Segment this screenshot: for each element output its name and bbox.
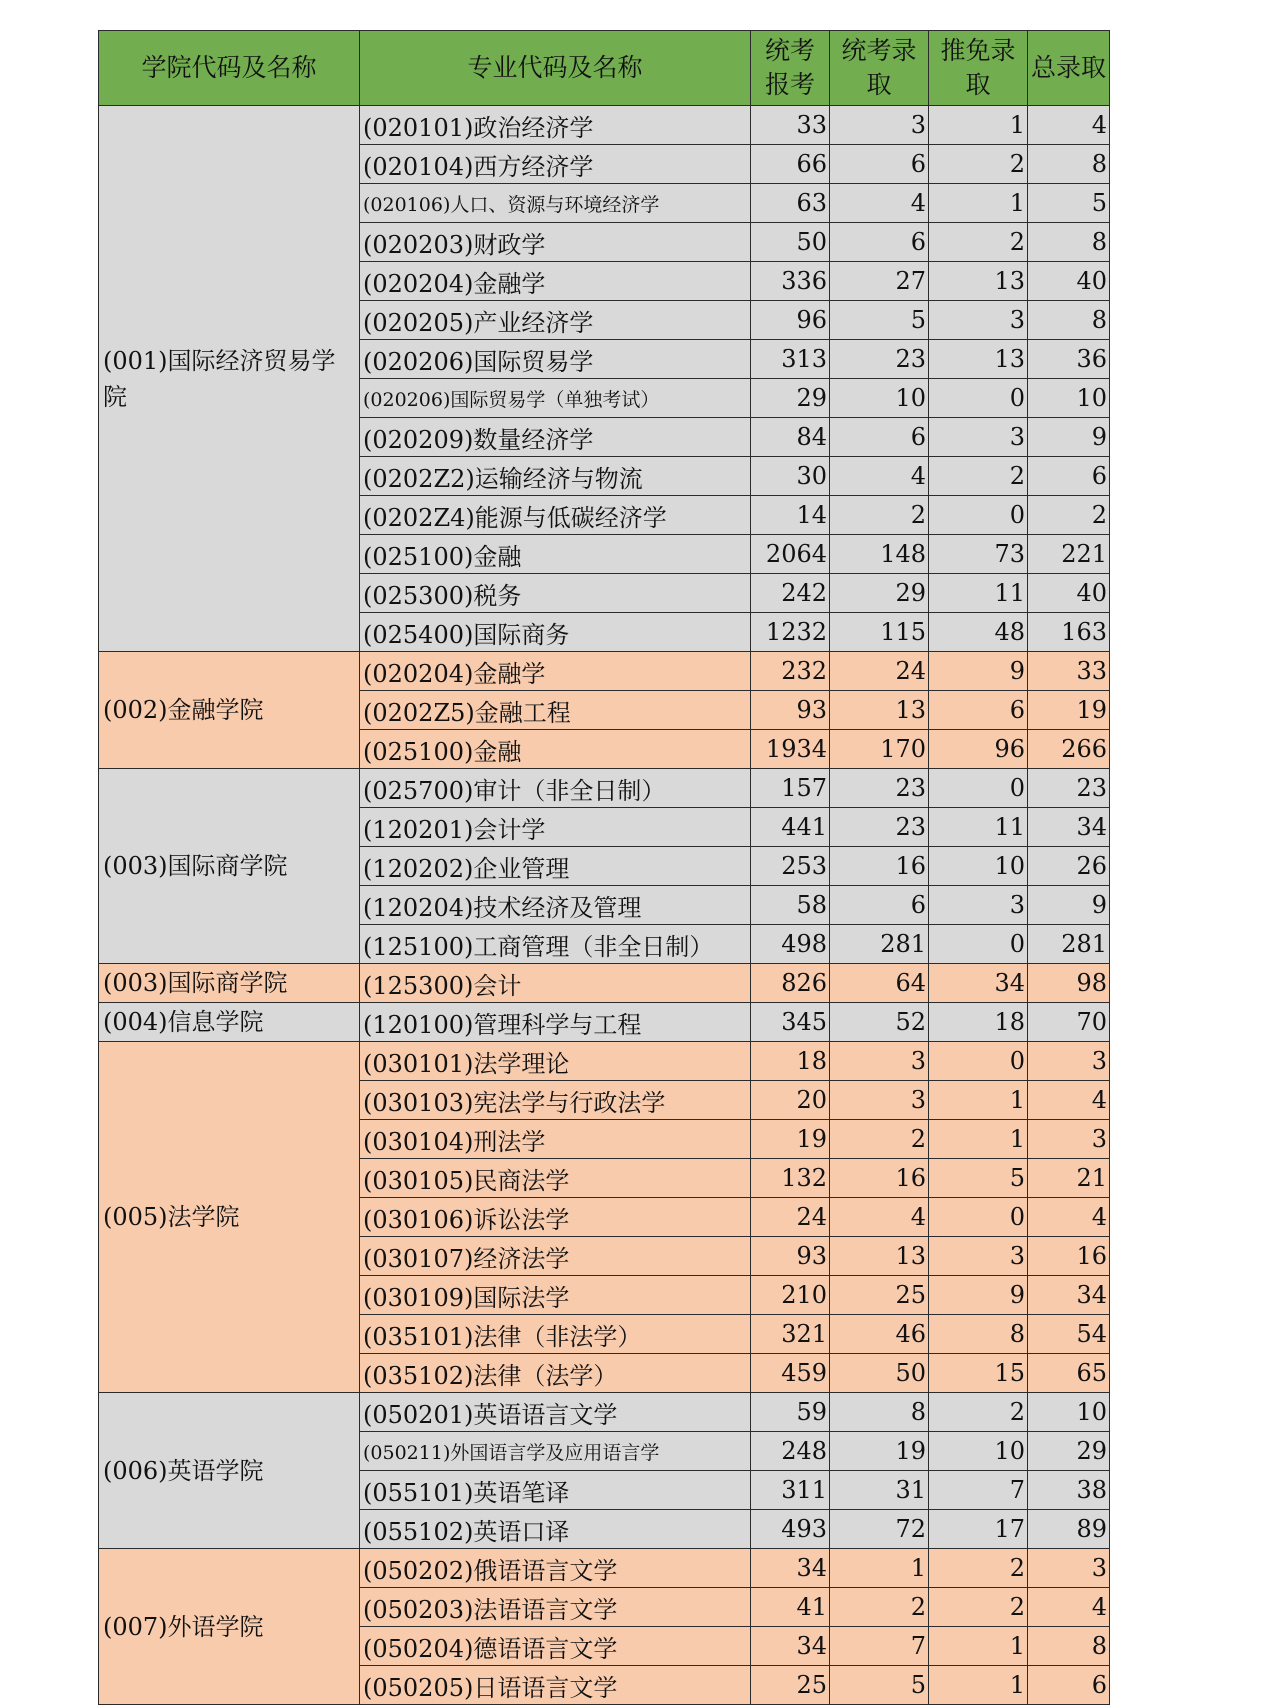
admitted-total-cell: 6 [1028, 457, 1110, 496]
admitted-exam-cell: 115 [830, 613, 929, 652]
admitted-exam-cell: 23 [830, 769, 929, 808]
admitted-total-cell: 10 [1028, 1393, 1110, 1432]
header-admitted-recommend: 推免录取 [929, 31, 1028, 106]
admitted-recommend-cell: 2 [929, 457, 1028, 496]
admitted-exam-cell: 16 [830, 1159, 929, 1198]
admitted-total-cell: 89 [1028, 1510, 1110, 1549]
admitted-total-cell: 26 [1028, 847, 1110, 886]
admitted-total-cell: 19 [1028, 691, 1110, 730]
admitted-exam-cell: 27 [830, 262, 929, 301]
admitted-total-cell: 8 [1028, 301, 1110, 340]
admitted-total-cell: 4 [1028, 1588, 1110, 1627]
admitted-exam-cell: 6 [830, 886, 929, 925]
table-row [99, 769, 1110, 808]
applicants-cell: 18 [751, 1042, 830, 1081]
admitted-exam-cell: 7 [830, 1627, 929, 1666]
major-cell: (050201)英语语言文学 [360, 1393, 751, 1432]
admitted-exam-cell: 52 [830, 1003, 929, 1042]
major-cell: (035102)法律（法学） [360, 1354, 751, 1393]
major-cell: (050211)外国语言学及应用语言学 [360, 1432, 751, 1471]
admitted-total-cell: 70 [1028, 1003, 1110, 1042]
applicants-cell: 58 [751, 886, 830, 925]
admitted-total-cell: 3 [1028, 1042, 1110, 1081]
table-row [99, 1042, 1110, 1081]
admitted-total-cell: 21 [1028, 1159, 1110, 1198]
major-cell: (025400)国际商务 [360, 613, 751, 652]
admitted-recommend-cell: 8 [929, 1315, 1028, 1354]
admitted-total-cell: 3 [1028, 1120, 1110, 1159]
admitted-total-cell: 4 [1028, 1081, 1110, 1120]
admitted-recommend-cell: 0 [929, 496, 1028, 535]
admitted-exam-cell: 170 [830, 730, 929, 769]
admitted-recommend-cell: 2 [929, 1549, 1028, 1588]
admitted-total-cell: 2 [1028, 496, 1110, 535]
admitted-total-cell: 16 [1028, 1237, 1110, 1276]
major-cell: (125100)工商管理（非全日制） [360, 925, 751, 964]
major-cell: (050204)德语语言文学 [360, 1627, 751, 1666]
admitted-recommend-cell: 2 [929, 145, 1028, 184]
admitted-recommend-cell: 18 [929, 1003, 1028, 1042]
applicants-cell: 1232 [751, 613, 830, 652]
major-cell: (0202Z2)运输经济与物流 [360, 457, 751, 496]
applicants-cell: 345 [751, 1003, 830, 1042]
admitted-recommend-cell: 3 [929, 418, 1028, 457]
applicants-cell: 34 [751, 1549, 830, 1588]
applicants-cell: 441 [751, 808, 830, 847]
admitted-recommend-cell: 1 [929, 1081, 1028, 1120]
applicants-cell: 336 [751, 262, 830, 301]
admitted-exam-cell: 4 [830, 1198, 929, 1237]
admitted-exam-cell: 31 [830, 1471, 929, 1510]
major-cell: (125300)会计 [360, 964, 751, 1003]
admitted-total-cell: 8 [1028, 223, 1110, 262]
admitted-exam-cell: 64 [830, 964, 929, 1003]
major-cell: (055101)英语笔译 [360, 1471, 751, 1510]
admitted-total-cell: 98 [1028, 964, 1110, 1003]
applicants-cell: 210 [751, 1276, 830, 1315]
admitted-total-cell: 266 [1028, 730, 1110, 769]
major-cell: (025100)金融 [360, 535, 751, 574]
applicants-cell: 311 [751, 1471, 830, 1510]
major-cell: (050202)俄语语言文学 [360, 1549, 751, 1588]
admitted-recommend-cell: 10 [929, 1432, 1028, 1471]
major-cell: (020209)数量经济学 [360, 418, 751, 457]
admitted-total-cell: 5 [1028, 184, 1110, 223]
applicants-cell: 132 [751, 1159, 830, 1198]
admitted-recommend-cell: 10 [929, 847, 1028, 886]
college-cell: (003)国际商学院 [99, 964, 360, 1003]
major-cell: (120201)会计学 [360, 808, 751, 847]
admitted-exam-cell: 72 [830, 1510, 929, 1549]
applicants-cell: 93 [751, 1237, 830, 1276]
applicants-cell: 24 [751, 1198, 830, 1237]
applicants-cell: 34 [751, 1627, 830, 1666]
admitted-recommend-cell: 6 [929, 691, 1028, 730]
admitted-exam-cell: 6 [830, 418, 929, 457]
admitted-total-cell: 163 [1028, 613, 1110, 652]
admitted-total-cell: 40 [1028, 262, 1110, 301]
major-cell: (020204)金融学 [360, 262, 751, 301]
admitted-recommend-cell: 3 [929, 1237, 1028, 1276]
major-cell: (020104)西方经济学 [360, 145, 751, 184]
major-cell: (020206)国际贸易学 [360, 340, 751, 379]
admitted-total-cell: 3 [1028, 1549, 1110, 1588]
admitted-recommend-cell: 1 [929, 1120, 1028, 1159]
admitted-exam-cell: 23 [830, 340, 929, 379]
admitted-total-cell: 34 [1028, 808, 1110, 847]
admitted-total-cell: 38 [1028, 1471, 1110, 1510]
admissions-table [98, 30, 1110, 1705]
admitted-recommend-cell: 13 [929, 262, 1028, 301]
admitted-recommend-cell: 1 [929, 184, 1028, 223]
admitted-recommend-cell: 11 [929, 574, 1028, 613]
admitted-exam-cell: 6 [830, 145, 929, 184]
admitted-total-cell: 36 [1028, 340, 1110, 379]
college-cell: (003)国际商学院 [99, 769, 360, 964]
admitted-exam-cell: 50 [830, 1354, 929, 1393]
admitted-recommend-cell: 2 [929, 1393, 1028, 1432]
admitted-total-cell: 8 [1028, 145, 1110, 184]
applicants-cell: 1934 [751, 730, 830, 769]
applicants-cell: 84 [751, 418, 830, 457]
admitted-total-cell: 4 [1028, 1198, 1110, 1237]
applicants-cell: 33 [751, 106, 830, 145]
major-cell: (120204)技术经济及管理 [360, 886, 751, 925]
admitted-exam-cell: 10 [830, 379, 929, 418]
major-cell: (055102)英语口译 [360, 1510, 751, 1549]
admitted-exam-cell: 25 [830, 1276, 929, 1315]
college-cell: (001)国际经济贸易学院 [99, 106, 360, 652]
admitted-exam-cell: 24 [830, 652, 929, 691]
table-header [99, 31, 1110, 106]
admitted-total-cell: 281 [1028, 925, 1110, 964]
admitted-total-cell: 33 [1028, 652, 1110, 691]
header-college: 学院代码及名称 [99, 31, 360, 106]
table-row [99, 652, 1110, 691]
admitted-total-cell: 29 [1028, 1432, 1110, 1471]
major-cell: (020106)人口、资源与环境经济学 [360, 184, 751, 223]
major-cell: (0202Z5)金融工程 [360, 691, 751, 730]
major-cell: (050205)日语语言文学 [360, 1666, 751, 1705]
admitted-exam-cell: 6 [830, 223, 929, 262]
college-cell: (004)信息学院 [99, 1003, 360, 1042]
major-cell: (035101)法律（非法学） [360, 1315, 751, 1354]
major-cell: (0202Z4)能源与低碳经济学 [360, 496, 751, 535]
admitted-recommend-cell: 11 [929, 808, 1028, 847]
admitted-total-cell: 34 [1028, 1276, 1110, 1315]
admitted-recommend-cell: 13 [929, 340, 1028, 379]
admitted-total-cell: 9 [1028, 886, 1110, 925]
admitted-recommend-cell: 9 [929, 1276, 1028, 1315]
applicants-cell: 59 [751, 1393, 830, 1432]
admitted-total-cell: 65 [1028, 1354, 1110, 1393]
admitted-total-cell: 23 [1028, 769, 1110, 808]
major-cell: (020204)金融学 [360, 652, 751, 691]
table-row [99, 1549, 1110, 1588]
applicants-cell: 321 [751, 1315, 830, 1354]
admitted-exam-cell: 2 [830, 496, 929, 535]
admitted-exam-cell: 29 [830, 574, 929, 613]
admitted-exam-cell: 8 [830, 1393, 929, 1432]
applicants-cell: 498 [751, 925, 830, 964]
admitted-recommend-cell: 2 [929, 1588, 1028, 1627]
header-major: 专业代码及名称 [360, 31, 751, 106]
admitted-recommend-cell: 1 [929, 1627, 1028, 1666]
admitted-exam-cell: 23 [830, 808, 929, 847]
applicants-cell: 96 [751, 301, 830, 340]
applicants-cell: 50 [751, 223, 830, 262]
admitted-recommend-cell: 0 [929, 1198, 1028, 1237]
applicants-cell: 493 [751, 1510, 830, 1549]
admitted-exam-cell: 148 [830, 535, 929, 574]
header-admitted-total: 总录取 [1028, 31, 1110, 106]
applicants-cell: 30 [751, 457, 830, 496]
major-cell: (030104)刑法学 [360, 1120, 751, 1159]
table-row [99, 1003, 1110, 1042]
applicants-cell: 93 [751, 691, 830, 730]
admitted-exam-cell: 5 [830, 1666, 929, 1705]
applicants-cell: 20 [751, 1081, 830, 1120]
admitted-recommend-cell: 48 [929, 613, 1028, 652]
major-cell: (030105)民商法学 [360, 1159, 751, 1198]
admitted-recommend-cell: 7 [929, 1471, 1028, 1510]
admitted-recommend-cell: 0 [929, 379, 1028, 418]
major-cell: (030107)经济法学 [360, 1237, 751, 1276]
major-cell: (030103)宪法学与行政法学 [360, 1081, 751, 1120]
admitted-recommend-cell: 1 [929, 106, 1028, 145]
admitted-exam-cell: 1 [830, 1549, 929, 1588]
college-cell: (005)法学院 [99, 1042, 360, 1393]
applicants-cell: 19 [751, 1120, 830, 1159]
admitted-recommend-cell: 15 [929, 1354, 1028, 1393]
admitted-recommend-cell: 3 [929, 301, 1028, 340]
admitted-total-cell: 54 [1028, 1315, 1110, 1354]
applicants-cell: 29 [751, 379, 830, 418]
table-row [99, 1393, 1110, 1432]
admitted-recommend-cell: 3 [929, 886, 1028, 925]
admitted-recommend-cell: 0 [929, 925, 1028, 964]
college-cell: (006)英语学院 [99, 1393, 360, 1549]
admitted-exam-cell: 4 [830, 457, 929, 496]
admitted-exam-cell: 2 [830, 1588, 929, 1627]
admitted-total-cell: 6 [1028, 1666, 1110, 1705]
admitted-recommend-cell: 1 [929, 1666, 1028, 1705]
admitted-exam-cell: 13 [830, 691, 929, 730]
admitted-exam-cell: 16 [830, 847, 929, 886]
admitted-exam-cell: 2 [830, 1120, 929, 1159]
admitted-total-cell: 10 [1028, 379, 1110, 418]
major-cell: (020203)财政学 [360, 223, 751, 262]
major-cell: (020206)国际贸易学（单独考试） [360, 379, 751, 418]
applicants-cell: 459 [751, 1354, 830, 1393]
applicants-cell: 157 [751, 769, 830, 808]
applicants-cell: 826 [751, 964, 830, 1003]
admitted-exam-cell: 4 [830, 184, 929, 223]
major-cell: (020101)政治经济学 [360, 106, 751, 145]
major-cell: (020205)产业经济学 [360, 301, 751, 340]
admitted-exam-cell: 3 [830, 1042, 929, 1081]
admitted-recommend-cell: 34 [929, 964, 1028, 1003]
admitted-exam-cell: 19 [830, 1432, 929, 1471]
table-row [99, 106, 1110, 145]
admitted-exam-cell: 3 [830, 1081, 929, 1120]
admitted-exam-cell: 5 [830, 301, 929, 340]
admitted-exam-cell: 281 [830, 925, 929, 964]
applicants-cell: 242 [751, 574, 830, 613]
applicants-cell: 41 [751, 1588, 830, 1627]
major-cell: (030101)法学理论 [360, 1042, 751, 1081]
major-cell: (120100)管理科学与工程 [360, 1003, 751, 1042]
admitted-recommend-cell: 0 [929, 1042, 1028, 1081]
admitted-recommend-cell: 5 [929, 1159, 1028, 1198]
applicants-cell: 232 [751, 652, 830, 691]
admitted-exam-cell: 3 [830, 106, 929, 145]
admitted-recommend-cell: 96 [929, 730, 1028, 769]
admitted-recommend-cell: 9 [929, 652, 1028, 691]
admitted-total-cell: 221 [1028, 535, 1110, 574]
college-cell: (007)外语学院 [99, 1549, 360, 1705]
admitted-recommend-cell: 2 [929, 223, 1028, 262]
header-row [99, 31, 1110, 106]
header-admitted-exam: 统考录取 [830, 31, 929, 106]
admitted-total-cell: 8 [1028, 1627, 1110, 1666]
applicants-cell: 14 [751, 496, 830, 535]
applicants-cell: 313 [751, 340, 830, 379]
admitted-recommend-cell: 73 [929, 535, 1028, 574]
applicants-cell: 2064 [751, 535, 830, 574]
applicants-cell: 66 [751, 145, 830, 184]
admitted-total-cell: 4 [1028, 106, 1110, 145]
major-cell: (025300)税务 [360, 574, 751, 613]
applicants-cell: 25 [751, 1666, 830, 1705]
header-applicants: 统考报考 [751, 31, 830, 106]
admitted-recommend-cell: 17 [929, 1510, 1028, 1549]
major-cell: (030109)国际法学 [360, 1276, 751, 1315]
major-cell: (120202)企业管理 [360, 847, 751, 886]
admitted-exam-cell: 13 [830, 1237, 929, 1276]
admitted-total-cell: 9 [1028, 418, 1110, 457]
applicants-cell: 63 [751, 184, 830, 223]
major-cell: (025100)金融 [360, 730, 751, 769]
applicants-cell: 248 [751, 1432, 830, 1471]
college-cell: (002)金融学院 [99, 652, 360, 769]
admitted-recommend-cell: 0 [929, 769, 1028, 808]
admitted-exam-cell: 46 [830, 1315, 929, 1354]
major-cell: (050203)法语语言文学 [360, 1588, 751, 1627]
table-body [99, 106, 1110, 1705]
table-row [99, 964, 1110, 1003]
major-cell: (025700)审计（非全日制） [360, 769, 751, 808]
applicants-cell: 253 [751, 847, 830, 886]
admitted-total-cell: 40 [1028, 574, 1110, 613]
major-cell: (030106)诉讼法学 [360, 1198, 751, 1237]
